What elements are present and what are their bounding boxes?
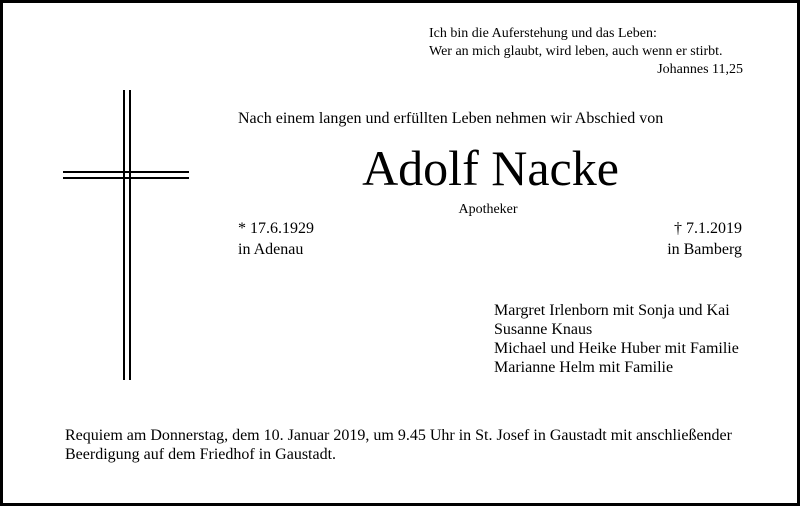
requiem-line-2: Beerdigung auf dem Friedhof in Gaustadt. — [65, 446, 337, 463]
deceased-name-row — [3, 139, 800, 197]
bible-verse-line-2: Wer an mich glaubt, wird leben, auch wenn er stirbt. — [429, 44, 723, 59]
death-date: † 7.1.2019 — [674, 220, 742, 237]
mourner-entry: Margret Irlenborn mit Sonja und Kai — [494, 302, 730, 319]
birth-place: in Adenau — [238, 241, 304, 258]
deceased-name: Adolf Nacke — [362, 140, 619, 196]
bible-verse — [429, 25, 723, 61]
mourner-entry: Michael und Heike Huber mit Familie — [494, 340, 739, 357]
bible-verse-line-1: Ich bin die Auferstehung und das Leben: — [429, 26, 657, 41]
profession-row — [3, 201, 800, 219]
deceased-profession: Apotheker — [458, 202, 518, 217]
death-place: in Bamberg — [667, 241, 742, 258]
mourners-list — [494, 301, 739, 377]
bible-verse-reference: Johannes 11,25 — [657, 62, 743, 77]
birth-date: * 17.6.1929 — [238, 220, 314, 237]
cross-icon — [63, 90, 191, 380]
mourner-entry: Marianne Helm mit Familie — [494, 359, 674, 376]
requiem-line-1: Requiem am Donnerstag, dem 10. Januar 2019, um 9.45 Uhr in St. Josef in Gaustadt mit anschließender — [65, 427, 732, 444]
mourner-entry: Susanne Knaus — [494, 321, 593, 338]
intro-text: Nach einem langen und erfüllten Leben nehmen wir Abschied von — [238, 110, 664, 127]
requiem-info — [65, 426, 732, 464]
